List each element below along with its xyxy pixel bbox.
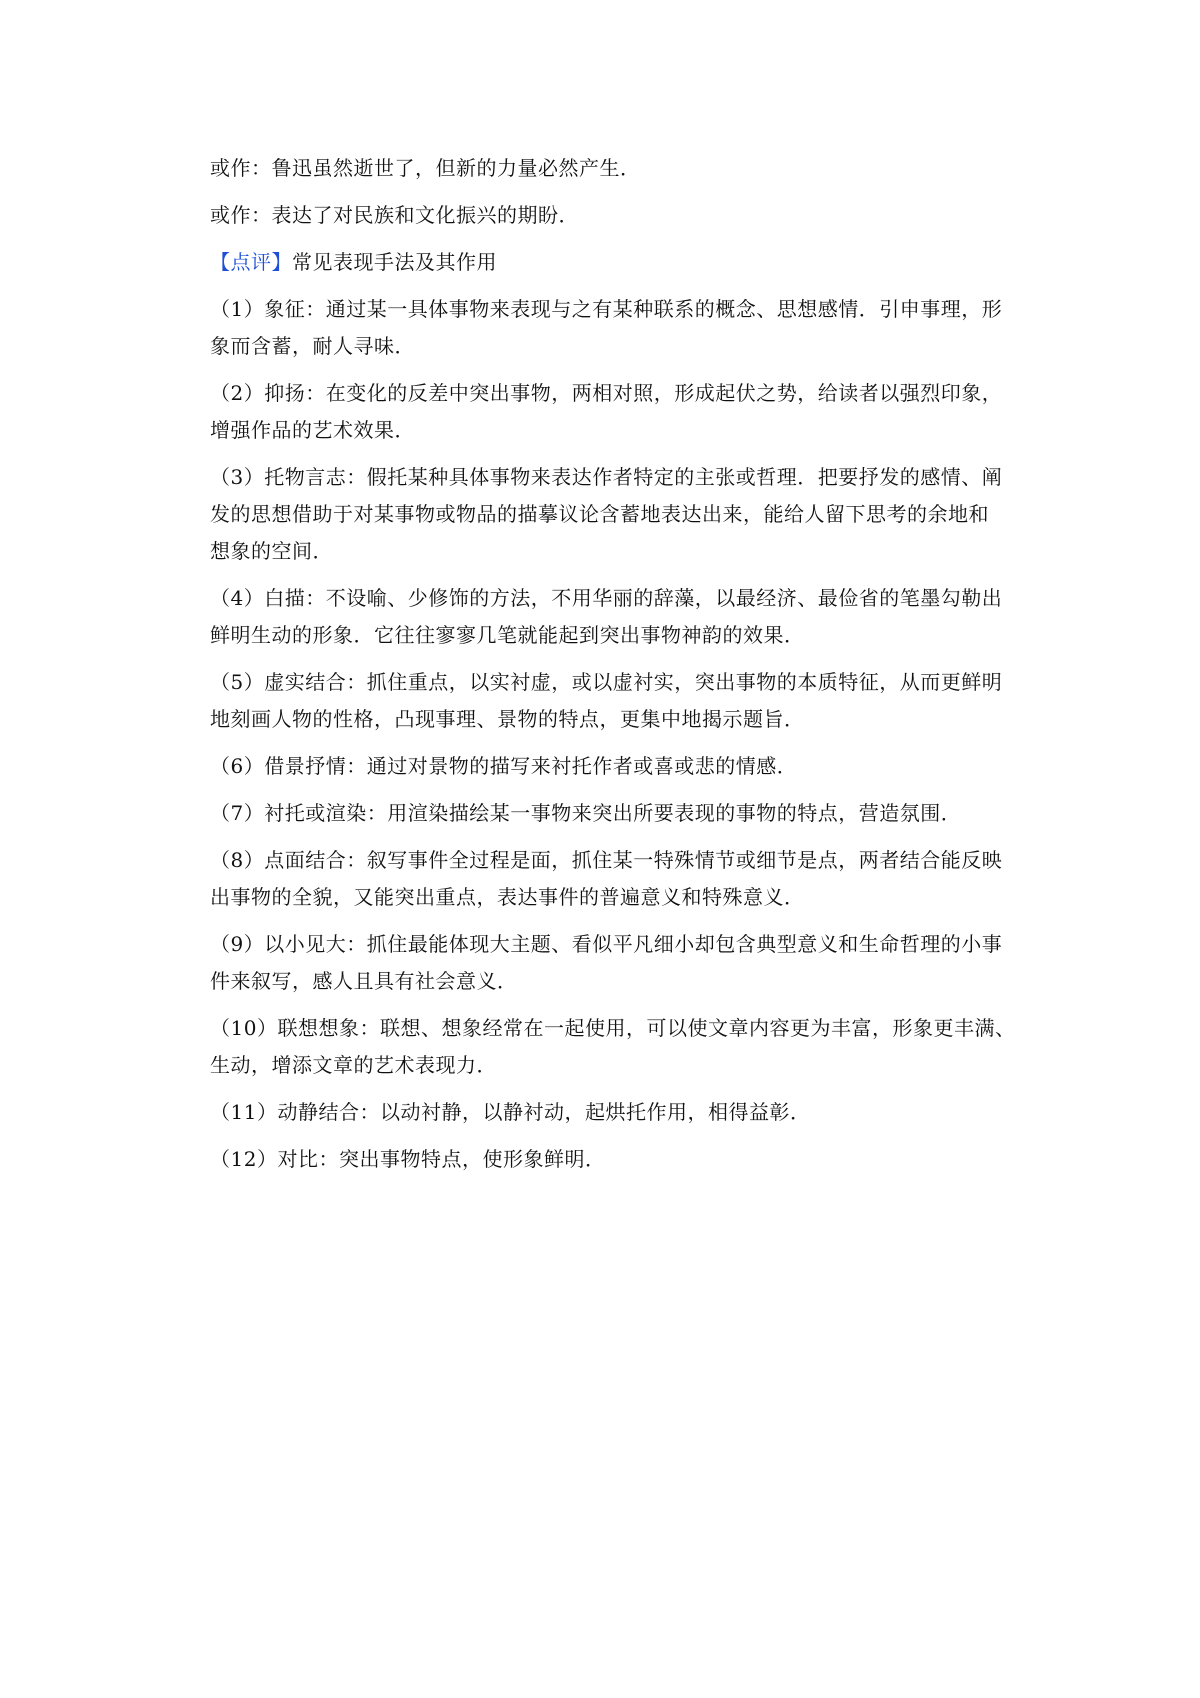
intro-line-1: 或作：鲁迅虽然逝世了，但新的力量必然产生． (210, 156, 641, 180)
item-4-line-1: （4）白描：不设喻、少修饰的方法，不用华丽的辞藻，以最经济、最俭省的笔墨勾勒出 (210, 586, 1003, 610)
item-8-line-1: （8）点面结合：叙写事件全过程是面，抓住某一特殊情节或细节是点，两者结合能反映 (210, 848, 1003, 872)
comment-tag: 【点评】 (210, 250, 292, 274)
comment-heading-text: 常见表现手法及其作用 (292, 250, 497, 274)
item-3-line-3: 想象的空间． (210, 539, 333, 563)
item-12-line-1: （12）对比：突出事物特点，使形象鲜明． (210, 1147, 606, 1171)
item-5-line-1: （5）虚实结合：抓住重点，以实衬虚，或以虚衬实，突出事物的本质特征，从而更鲜明 (210, 670, 1003, 694)
intro-line-2: 或作：表达了对民族和文化振兴的期盼． (210, 203, 579, 227)
item-1-line-1 (210, 291, 1030, 328)
item-4-line-2: 鲜明生动的形象．它往往寥寥几笔就能起到突出事物神韵的效果． (210, 623, 805, 647)
item-3-line-2: 发的思想借助于对某事物或物品的描摹议论含蓄地表达出来，能给人留下思考的余地和 (210, 502, 989, 526)
item-5-line-2: 地刻画人物的性格，凸现事理、景物的特点，更集中地揭示题旨． (210, 707, 805, 731)
item-11-line-1: （11）动静结合：以动衬静，以静衬动，起烘托作用，相得益彰． (210, 1100, 811, 1124)
item-2-line-1: （2）抑扬：在变化的反差中突出事物，两相对照，形成起伏之势，给读者以强烈印象， (210, 381, 1003, 405)
item-8-line-2: 出事物的全貌，又能突出重点，表达事件的普遍意义和特殊意义． (210, 885, 805, 909)
item-1-line-2: 象而含蓄，耐人寻味． (210, 334, 415, 358)
item-7-line-1: （7）衬托或渲染：用渲染描绘某一事物来突出所要表现的事物的特点，营造氛围． (210, 801, 962, 825)
item-3-line-1: （3）托物言志：假托某种具体事物来表达作者特定的主张或哲理．把要抒发的感情、阐 (210, 465, 1003, 489)
comment-heading (210, 244, 1030, 281)
item-1-text-1: （1）象征：通过某一具体事物来表现与之有某种联系的概念、思想感情．引申事理，形 (210, 297, 1003, 321)
item-9-line-2: 件来叙写，感人且具有社会意义． (210, 969, 518, 993)
item-10-line-2: 生动，增添文章的艺术表现力． (210, 1053, 497, 1077)
item-9-line-1: （9）以小见大：抓住最能体现大主题、看似平凡细小却包含典型意义和生命哲理的小事 (210, 932, 1003, 956)
item-6-line-1: （6）借景抒情：通过对景物的描写来衬托作者或喜或悲的情感． (210, 754, 798, 778)
item-2-line-2: 增强作品的艺术效果． (210, 418, 415, 442)
item-10-line-1: （10）联想想象：联想、想象经常在一起使用，可以使文章内容更为丰富，形象更丰满、 (210, 1016, 1016, 1040)
